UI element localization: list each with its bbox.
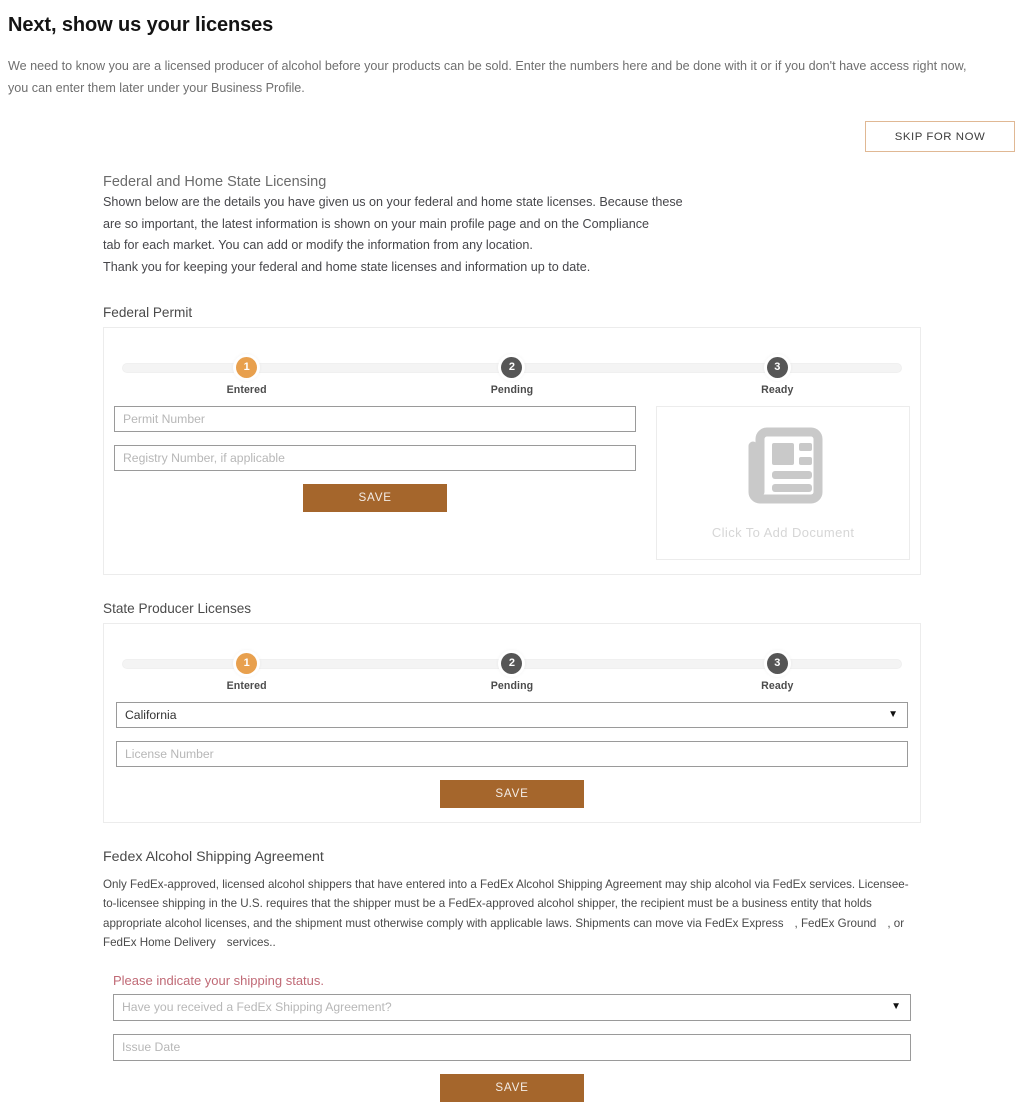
- state-licenses-save-button[interactable]: SAVE: [440, 780, 584, 808]
- fedex-agreement-copy: [103, 875, 921, 953]
- state-licenses-label: State Producer Licenses: [103, 600, 252, 616]
- license-number-input[interactable]: [116, 741, 908, 767]
- state-select-wrap: [116, 702, 908, 728]
- licensing-body-line-3: tab for each market. You can add or modify the information from any location.: [103, 238, 533, 253]
- state-step-2-caption: Pending: [490, 679, 534, 692]
- fedex-copy-part-2: , FedEx Ground: [794, 916, 877, 930]
- main-content: [103, 152, 921, 1102]
- licensing-body: [103, 192, 921, 279]
- state-step-3-caption: Ready: [761, 679, 794, 692]
- fedex-agreement-form: [103, 994, 921, 1102]
- federal-permit-card: [103, 327, 921, 575]
- state-step-2-bubble: 2: [501, 653, 522, 674]
- licensing-body-line-2: are so important, the latest information is shown on your main profile page and on the Compliance: [103, 216, 650, 231]
- fedex-copy-part-1: Only FedEx-approved, licensed alcohol shippers that have entered into a FedEx Alcohol Shipping Agreement may ship alcohol via FedEx services. Licensee-to-licensee shipping in the U.S. requires that the shipper must be a FedEx-approved alcohol shipper, the recipient must be a business entity that holds appropriate alcohol licenses, and the shipment must otherwise comply with applicable laws. Shipments can move via FedEx Express: [103, 877, 909, 930]
- fedex-agreement-select[interactable]: [113, 994, 911, 1021]
- fedex-agreement-heading: Fedex Alcohol Shipping Agreement: [103, 848, 324, 865]
- state-step-ready[interactable]: [645, 644, 910, 698]
- federal-step-3-bubble: 3: [767, 357, 788, 378]
- state-select[interactable]: [116, 702, 908, 728]
- state-step-1-bubble: 1: [236, 653, 257, 674]
- federal-permit-document-column: [656, 406, 910, 560]
- licensing-intro-block: [103, 174, 921, 279]
- permit-number-input[interactable]: [114, 406, 636, 432]
- fedex-agreement-save-button[interactable]: SAVE: [440, 1074, 584, 1102]
- federal-step-2-caption: Pending: [490, 383, 534, 396]
- state-step-pending[interactable]: [379, 644, 644, 698]
- federal-step-pending[interactable]: [379, 348, 644, 402]
- licensing-body-line-4: Thank you for keeping your federal and home state licenses and information up to date.: [103, 260, 591, 275]
- chevron-down-icon: ▼: [891, 1001, 901, 1013]
- skip-for-now-button[interactable]: SKIP FOR NOW: [865, 121, 1015, 152]
- issue-date-input[interactable]: [113, 1034, 911, 1061]
- fedex-agreement-select-placeholder: Have you received a FedEx Shipping Agreement?: [122, 1000, 392, 1015]
- state-step-entered[interactable]: [114, 644, 379, 698]
- federal-step-ready[interactable]: [645, 348, 910, 402]
- shipping-status-notice: Please indicate your shipping status.: [113, 972, 325, 988]
- federal-permit-stepper: [114, 348, 910, 402]
- fedex-copy-part-3: , or FedEx Home Delivery: [103, 916, 905, 950]
- licensing-heading: Federal and Home State Licensing: [103, 174, 327, 191]
- page-title: Next, show us your licenses: [8, 14, 274, 36]
- state-licenses-card: [103, 623, 921, 823]
- federal-step-entered[interactable]: [114, 348, 379, 402]
- chevron-down-icon: ▼: [888, 708, 898, 720]
- add-document-dropzone[interactable]: [656, 406, 910, 560]
- federal-permit-label: Federal Permit: [103, 304, 193, 320]
- page-intro-text: We need to know you are a licensed producer of alcohol before your products can be sold. Enter the numbers here and be done with it or if you don't have access right now, you can enter them later under your Business Profile.: [8, 59, 967, 96]
- federal-step-3-caption: Ready: [761, 383, 794, 396]
- state-step-3-bubble: 3: [767, 653, 788, 674]
- licensing-body-line-1: Shown below are the details you have given us on your federal and home state licenses. Because these: [103, 195, 683, 210]
- state-select-value: California: [125, 707, 177, 722]
- skip-button-row: [0, 99, 1032, 152]
- federal-step-1-caption: Entered: [226, 383, 267, 396]
- federal-permit-form: [114, 406, 636, 512]
- registry-number-input[interactable]: [114, 445, 636, 471]
- fedex-copy-part-4: services..: [226, 936, 276, 950]
- document-newspaper-icon: [741, 426, 825, 509]
- agreement-select-wrap: [113, 994, 911, 1021]
- federal-step-2-bubble: 2: [501, 357, 522, 378]
- state-licenses-stepper: [114, 644, 910, 698]
- add-document-label: Click To Add Document: [711, 524, 855, 540]
- federal-step-1-bubble: 1: [236, 357, 257, 378]
- federal-permit-save-button[interactable]: SAVE: [303, 484, 447, 512]
- state-step-1-caption: Entered: [226, 679, 267, 692]
